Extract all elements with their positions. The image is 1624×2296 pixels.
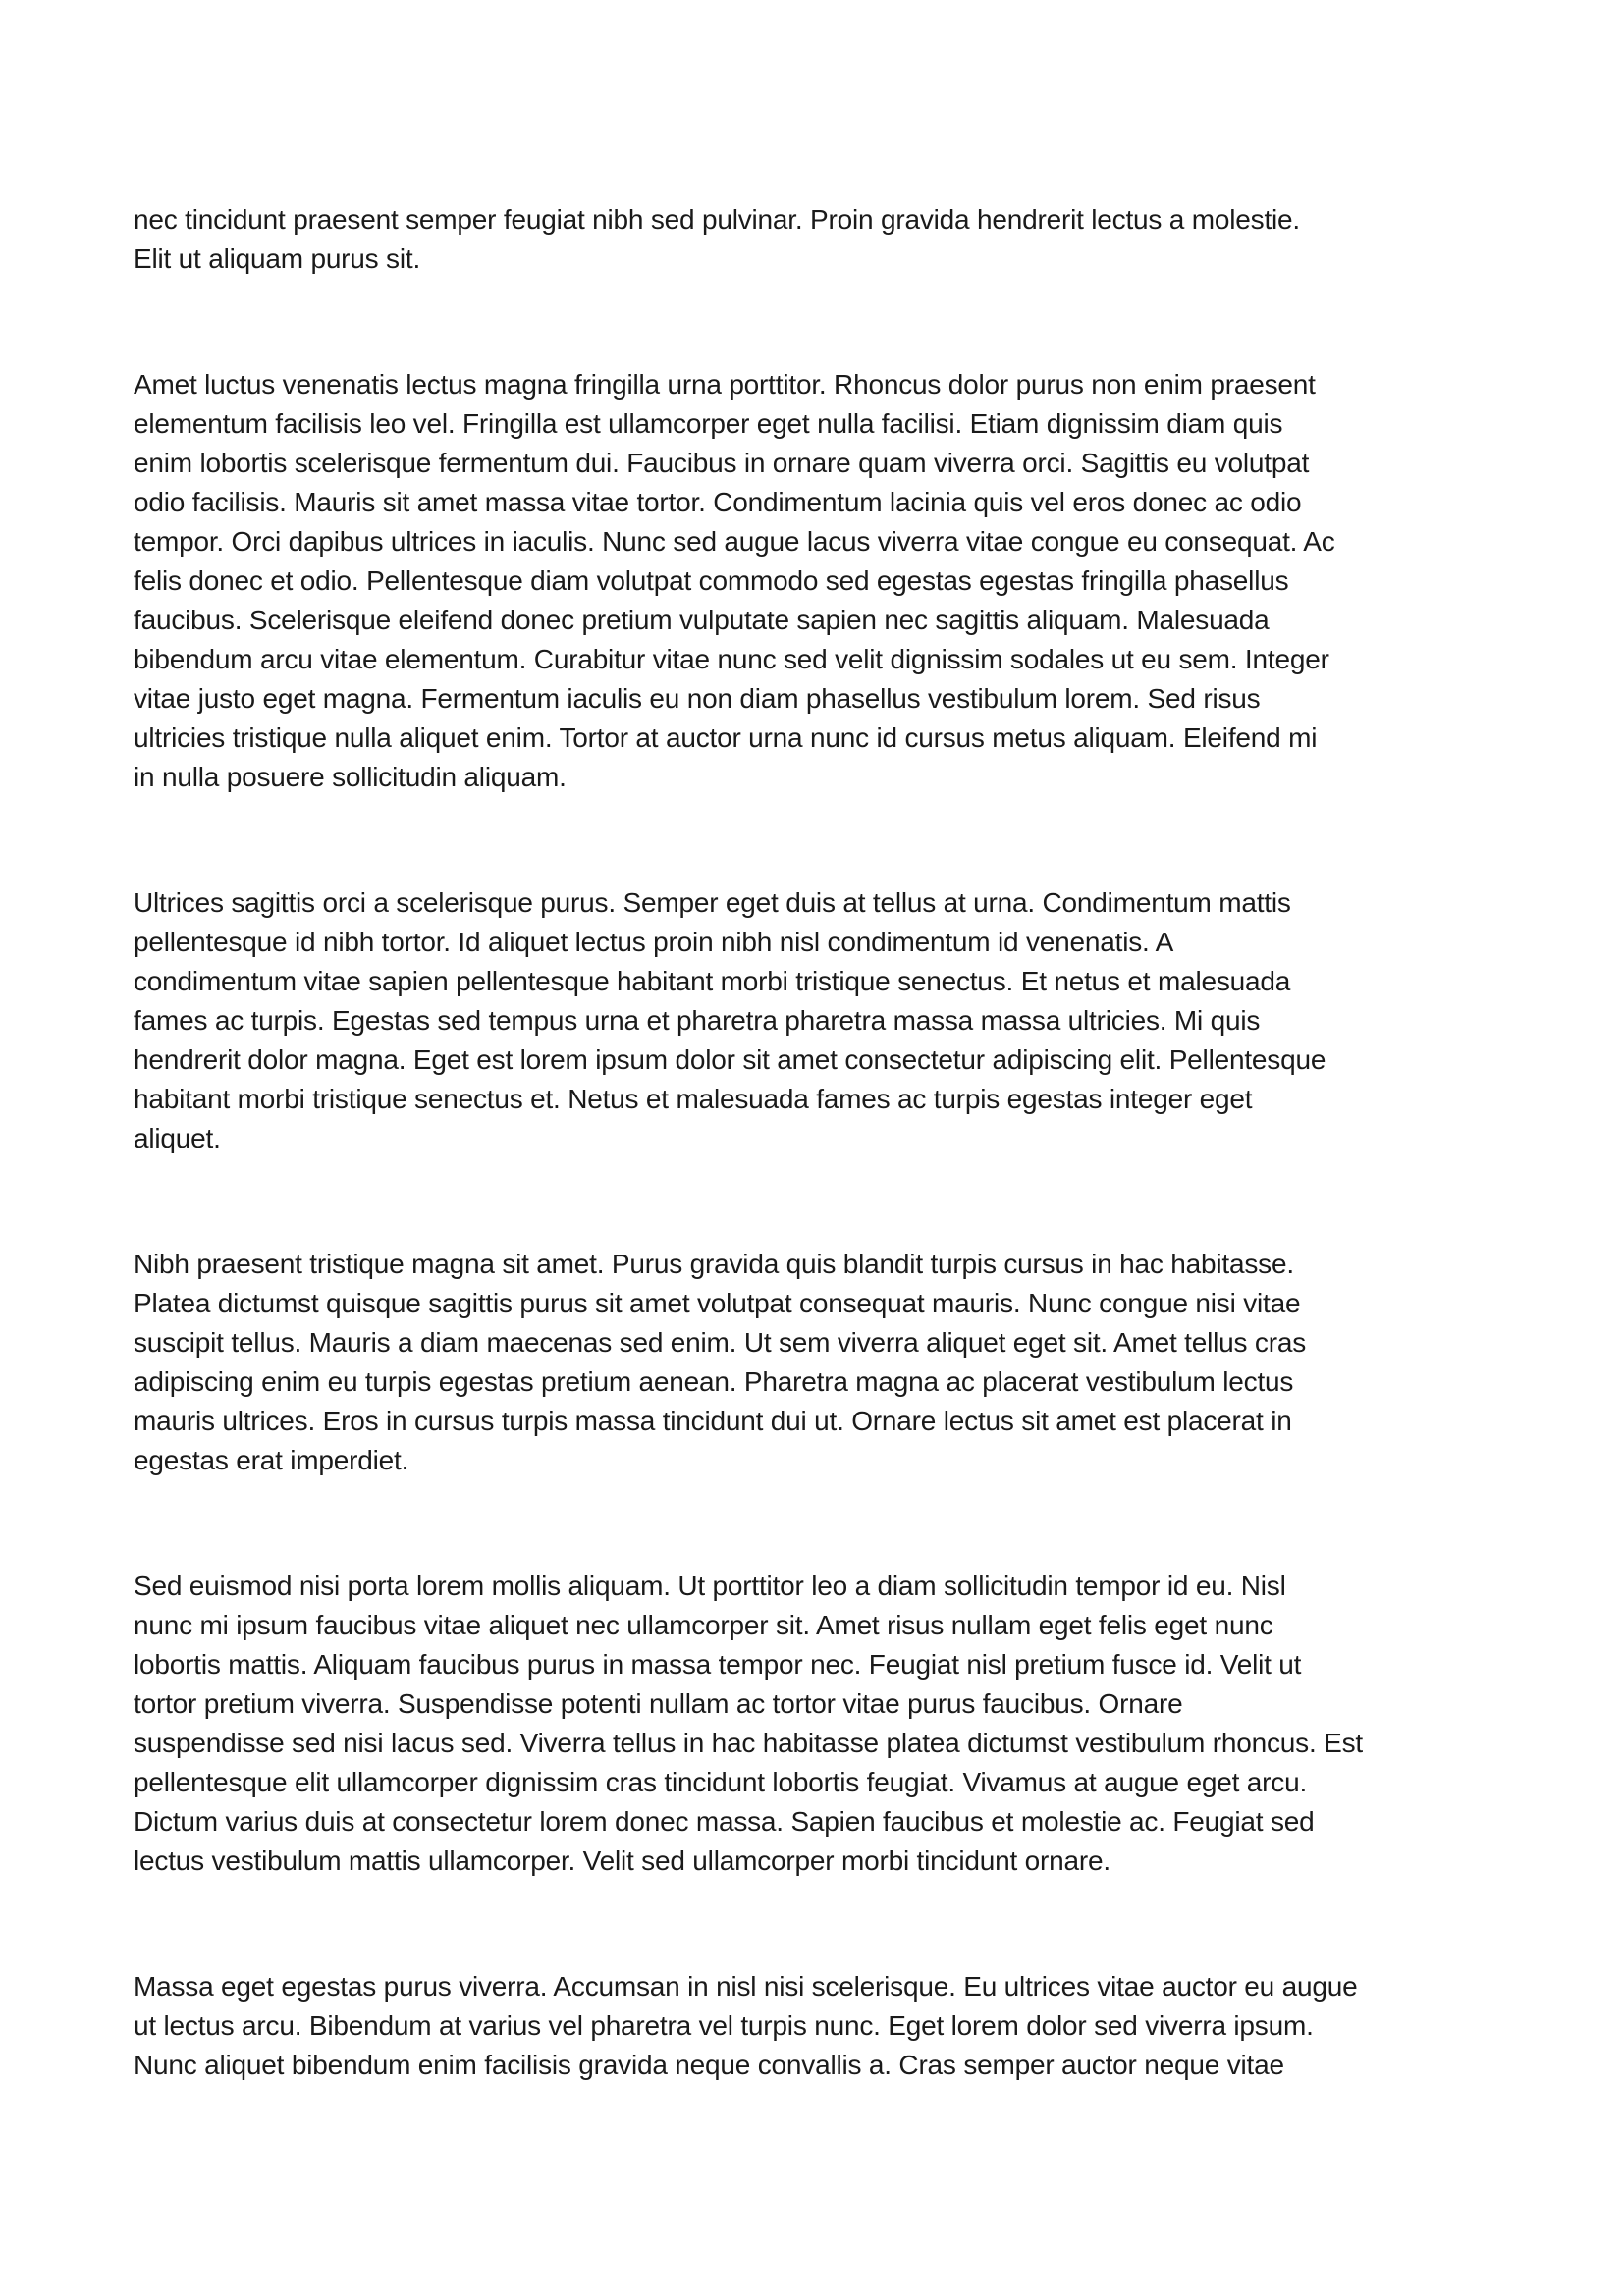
text-line: suspendisse sed nisi lacus sed. Viverra tellus in hac habitasse platea dictumst vestibulum rhoncus. Est (134, 1728, 1363, 1758)
text-line: Sed euismod nisi porta lorem mollis aliquam. Ut porttitor leo a diam sollicitudin tempor id eu. Nisl (134, 1571, 1286, 1601)
text-line: Nunc aliquet bibendum enim facilisis gravida neque convallis a. Cras semper auctor neque vitae (134, 2050, 1284, 2080)
text-line: suscipit tellus. Mauris a diam maecenas sed enim. Ut sem viverra aliquet eget sit. Amet tellus cras (134, 1327, 1307, 1358)
paragraph (134, 1245, 1489, 1480)
text-line: in nulla posuere sollicitudin aliquam. (134, 762, 567, 792)
text-line: felis donec et odio. Pellentesque diam volutpat commodo sed egestas egestas fringilla phasellus (134, 565, 1289, 596)
text-line: Massa eget egestas purus viverra. Accumsan in nisl nisi scelerisque. Eu ultrices vitae auctor eu augue (134, 1971, 1358, 2002)
paragraph (134, 883, 1489, 1158)
text-line: bibendum arcu vitae elementum. Curabitur vitae nunc sed velit dignissim sodales ut eu sem. Integer (134, 644, 1329, 674)
text-line: odio facilisis. Mauris sit amet massa vitae tortor. Condimentum lacinia quis vel eros donec ac odio (134, 487, 1302, 517)
text-line: lectus vestibulum mattis ullamcorper. Velit sed ullamcorper morbi tincidunt ornare. (134, 1845, 1110, 1876)
text-line: pellentesque id nibh tortor. Id aliquet lectus proin nibh nisl condimentum id venenatis. A (134, 927, 1174, 957)
text-line: hendrerit dolor magna. Eget est lorem ipsum dolor sit amet consectetur adipiscing elit. Pellentesque (134, 1044, 1326, 1075)
paragraph (134, 365, 1489, 797)
text-line: ultricies tristique nulla aliquet enim. Tortor at auctor urna nunc id cursus metus aliquam. Eleifend mi (134, 722, 1318, 753)
text-line: condimentum vitae sapien pellentesque habitant morbi tristique senectus. Et netus et malesuada (134, 966, 1291, 996)
text-line: adipiscing enim eu turpis egestas pretium aenean. Pharetra magna ac placerat vestibulum lectus (134, 1366, 1294, 1397)
text-line: elementum facilisis leo vel. Fringilla est ullamcorper eget nulla facilisi. Etiam dignissim diam quis (134, 408, 1283, 439)
text-line: faucibus. Scelerisque eleifend donec pretium vulputate sapien nec sagittis aliquam. Malesuada (134, 605, 1270, 635)
paragraph (134, 200, 1489, 279)
text-line: nunc mi ipsum faucibus vitae aliquet nec ullamcorper sit. Amet risus nullam eget felis eget nunc (134, 1610, 1273, 1640)
text-line: Ultrices sagittis orci a scelerisque purus. Semper eget duis at tellus at urna. Condimentum mattis (134, 887, 1291, 918)
text-line: lobortis mattis. Aliquam faucibus purus in massa tempor nec. Feugiat nisl pretium fusce id. Velit ut (134, 1649, 1302, 1680)
text-line: fames ac turpis. Egestas sed tempus urna et pharetra pharetra massa massa ultricies. Mi quis (134, 1005, 1261, 1036)
text-line: vitae justo eget magna. Fermentum iaculis eu non diam phasellus vestibulum lorem. Sed risus (134, 683, 1261, 714)
text-line: Dictum varius duis at consectetur lorem donec massa. Sapien faucibus et molestie ac. Feugiat sed (134, 1806, 1315, 1837)
text-line: tortor pretium viverra. Suspendisse potenti nullam ac tortor vitae purus faucibus. Ornare (134, 1688, 1183, 1719)
text-line: Elit ut aliquam purus sit. (134, 243, 421, 274)
text-line: Platea dictumst quisque sagittis purus sit amet volutpat consequat mauris. Nunc congue nisi vitae (134, 1288, 1301, 1318)
text-line: habitant morbi tristique senectus et. Netus et malesuada fames ac turpis egestas integer eget (134, 1084, 1253, 1114)
text-line: pellentesque elit ullamcorper dignissim cras tincidunt lobortis feugiat. Vivamus at augue eget arcu. (134, 1767, 1308, 1797)
text-line: aliquet. (134, 1123, 221, 1153)
text-line: ut lectus arcu. Bibendum at varius vel pharetra vel turpis nunc. Eget lorem dolor sed viverra ipsum. (134, 2010, 1314, 2041)
text-line: Amet luctus venenatis lectus magna fringilla urna porttitor. Rhoncus dolor purus non enim praesent (134, 369, 1316, 400)
text-line: egestas erat imperdiet. (134, 1445, 409, 1475)
text-line: tempor. Orci dapibus ultrices in iaculis. Nunc sed augue lacus viverra vitae congue eu consequat. Ac (134, 526, 1335, 557)
paragraph (134, 1567, 1489, 1881)
paragraph (134, 1967, 1489, 2085)
text-line: mauris ultrices. Eros in cursus turpis massa tincidunt dui ut. Ornare lectus sit amet est placerat in (134, 1406, 1292, 1436)
text-line: Nibh praesent tristique magna sit amet. Purus gravida quis blandit turpis cursus in hac habitasse. (134, 1249, 1294, 1279)
text-line: nec tincidunt praesent semper feugiat nibh sed pulvinar. Proin gravida hendrerit lectus a molestie. (134, 204, 1301, 235)
document-content (134, 200, 1489, 2171)
text-line: enim lobortis scelerisque fermentum dui. Faucibus in ornare quam viverra orci. Sagittis eu volutpat (134, 448, 1310, 478)
